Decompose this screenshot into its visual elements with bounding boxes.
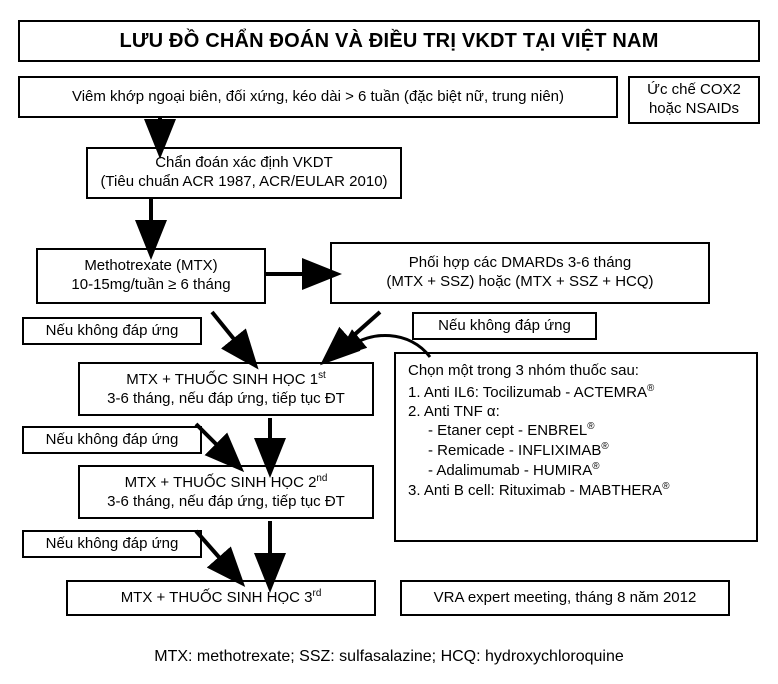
no-response-label-3 [22, 426, 202, 454]
diagnosis-line2: (Tiêu chuẩn ACR 1987, ACR/EULAR 2010) [100, 173, 388, 190]
combo-line2: (MTX + SSZ) hoặc (MTX + SSZ + HCQ) [386, 273, 654, 290]
biologic-3-line1 [121, 588, 322, 608]
footer-caption [0, 648, 778, 666]
biologic-1-line1 [126, 370, 326, 390]
biologic-2-line2: 3-6 tháng, nếu đáp ứng, tiếp tục ĐT [107, 492, 345, 510]
biologic-3-line1-text: MTX + THUỐC SINH HỌC 3 [120, 589, 313, 607]
page-title: LƯU ĐỒ CHẨN ĐOÁN VÀ ĐIỀU TRỊ VKDT TẠI VIỆT NAM [119, 29, 659, 52]
biologic-1-line1-text: MTX + THUỐC SINH HỌC 1 [126, 370, 319, 388]
symptoms-box [18, 76, 618, 118]
no-response-text-1: Nếu không đáp ứng [45, 321, 179, 339]
biologic-2-line1-text: MTX + THUỐC SINH HỌC 2 [124, 473, 317, 491]
drug-option-2b-text: - Remicade - INFLIXIMAB [428, 442, 602, 459]
symptoms-text: Viêm khớp ngoại biên, đối xứng, kéo dài > 6 tuần (đặc biệt nữ, trung niên) [71, 87, 565, 105]
biologic-3-sup: rd [312, 588, 322, 600]
drug-option-2b [408, 441, 609, 461]
drug-option-1-sup: ® [646, 382, 655, 394]
no-response-text-4: Nếu không đáp ứng [45, 534, 179, 552]
biologic-2-line1 [125, 473, 328, 493]
drug-option-2a [408, 421, 595, 441]
no-response-label-1 [22, 317, 202, 345]
diagram-title-box [18, 20, 760, 62]
drug-option-2c-sup: ® [592, 460, 600, 472]
cox2-line1: Ức chế COX2 [647, 81, 741, 99]
biologic-2-sup: nd [316, 472, 328, 484]
meeting-box [400, 580, 730, 616]
cox2-line2: hoặc NSAIDs [648, 100, 740, 117]
footer-text: MTX: methotrexate; SSZ: sulfasalazine; HCQ: hydroxychloroquine [154, 648, 624, 665]
drug-option-1-text: 1. Anti IL6: Tocilizumab - ACTEMRA [408, 383, 647, 401]
mtx-box [36, 248, 266, 304]
drug-options-box [394, 352, 758, 542]
no-response-text-3: Nếu không đáp ứng [45, 430, 179, 448]
cox2-box [628, 76, 760, 124]
no-response-text-2: Nếu không đáp ứng [438, 316, 571, 334]
meeting-text: VRA expert meeting, tháng 8 năm 2012 [433, 588, 697, 606]
dmard-combo-box [330, 242, 710, 304]
biologic-1-line2: 3-6 tháng, nếu đáp ứng, tiếp tục ĐT [107, 389, 345, 407]
mtx-line1: Methotrexate (MTX) [84, 257, 218, 275]
drug-options-heading: Chọn một trong 3 nhóm thuốc sau: [408, 362, 639, 379]
diagnosis-line1: Chẩn đoán xác định VKDT [155, 154, 333, 172]
mtx-line2: 10-15mg/tuần ≥ 6 tháng [71, 276, 231, 293]
drug-option-2b-sup: ® [601, 441, 609, 452]
drug-option-1 [408, 383, 654, 403]
drug-option-2c [408, 461, 599, 481]
drug-option-2a-sup: ® [587, 421, 595, 433]
no-response-label-4 [22, 530, 202, 558]
drug-option-3 [408, 481, 670, 501]
drug-option-3-text: 3. Anti B cell: Rituximab - MABTHERA [408, 481, 663, 499]
biologic-1-box [78, 362, 374, 416]
biologic-3-box [66, 580, 376, 616]
drug-option-3-sup: ® [662, 480, 670, 492]
biologic-2-box [78, 465, 374, 519]
drug-option-2a-text: - Etaner cept - ENBREL [428, 422, 588, 440]
drug-option-2c-text: - Adalimumab - HUMIRA [428, 461, 593, 479]
combo-line1: Phối hợp các DMARDs 3-6 tháng [408, 254, 632, 272]
biologic-1-sup: st [318, 369, 326, 381]
drug-option-2: 2. Anti TNF α: [408, 402, 500, 420]
diagnosis-box [86, 147, 402, 199]
no-response-label-2 [412, 312, 597, 340]
